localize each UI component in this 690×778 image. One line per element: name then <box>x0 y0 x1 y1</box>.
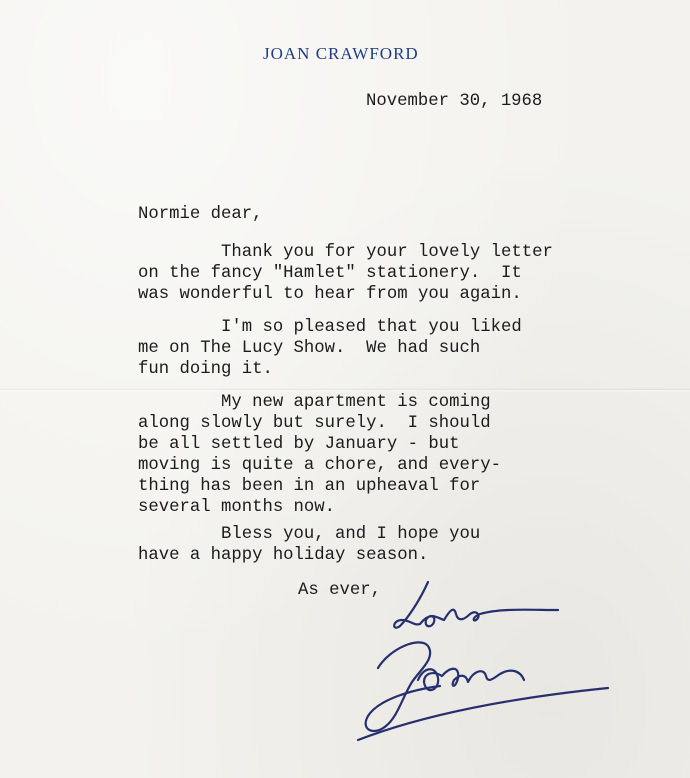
paragraph-4: Bless you, and I hope you have a happy holiday season. <box>138 525 481 565</box>
signature-love-stroke-2 <box>420 610 558 627</box>
paragraph-2: I'm so pleased that you liked me on The Lucy Show. We had such fun doing it. <box>138 318 522 379</box>
paragraph-3: My new apartment is coming along slowly but surely. I should be all settled by January - but moving is quite a chore, and every- thing has been in an upheaval for several months now. <box>138 393 501 517</box>
closing: As ever, <box>298 581 381 600</box>
paragraph-1: Thank you for your lovely letter on the fancy "Hamlet" stationery. It was wonderful to hear from you again. <box>138 243 553 304</box>
handwritten-signature <box>340 570 640 770</box>
letterhead: JOAN CRAWFORD <box>263 44 419 63</box>
letter-date: November 30, 1968 <box>366 92 543 111</box>
salutation: Normie dear, <box>138 205 263 224</box>
